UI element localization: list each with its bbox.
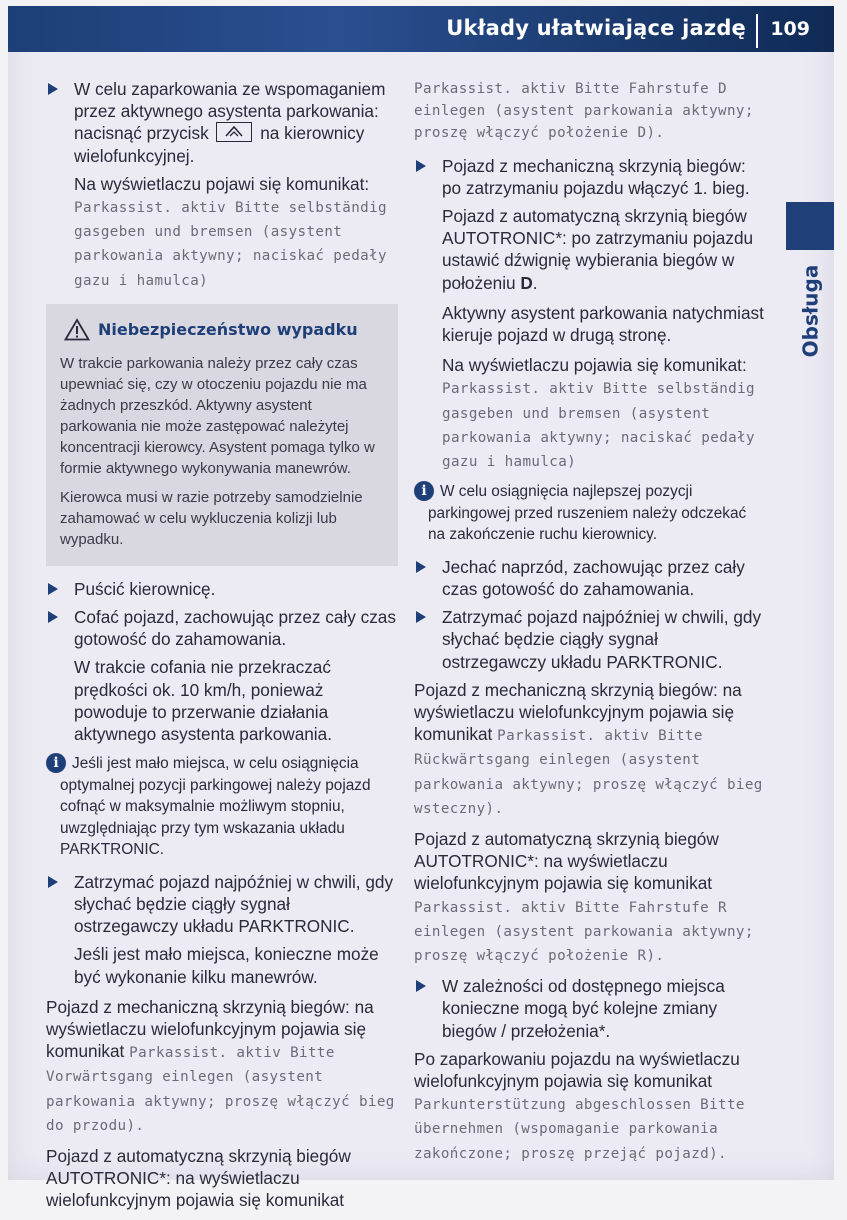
display-message: Parkassist. aktiv Bitte Fahrstufe D einlegen (asystent parkowania aktywny; proszę włączyć położenie D). xyxy=(414,81,754,142)
step-arrow-icon xyxy=(48,83,58,95)
step-stop xyxy=(414,606,766,673)
auto-gearbox-paragraph: Pojazd z automatyczną skrzynią biegów AUTOTRONIC*: na wyświetlaczu wielofunkcyjnym pojawia się komunikat xyxy=(46,1145,351,1211)
paragraph-text: Pojazd z mechaniczną skrzynią biegów: na wyświetlaczu wielofunkcyjnym pojawia się komunikat xyxy=(414,679,742,745)
step-text: Pojazd z mechaniczną skrzynią biegów: po zatrzymaniu pojazdu włączyć 1. bieg. xyxy=(442,155,750,198)
message-paragraph xyxy=(414,354,766,473)
step-arrow-icon xyxy=(416,980,426,992)
info-note xyxy=(46,753,398,861)
step-arrow-icon xyxy=(416,160,426,172)
step-text: Puścić kierownicę. xyxy=(74,578,216,599)
paragraph-text: Pojazd z mechaniczną skrzynią biegów: na wyświetlaczu wielofunkcyjnym pojawia się komunikat xyxy=(46,996,374,1062)
step-first-gear xyxy=(414,155,766,199)
message-intro: Na wyświetlaczu pojawi się komunikat: xyxy=(74,173,370,194)
step-note: Aktywny asystent parkowania natychmiast kieruje pojazd w drugą stronę. xyxy=(442,302,764,346)
warning-text-1: W trakcie parkowania należy przez cały czas upewniać się, czy w otoczeniu pojazdu nie ma żadnych przeszkód. Aktywny asystent parkowania nie może zastępować należytej koncentracji kierowcy. Asystent pomaga tylko w formie aktywnego wykonywania manewrów. xyxy=(60,354,375,477)
manual-gearbox-paragraph xyxy=(414,679,766,820)
warning-header xyxy=(64,318,388,341)
page-title: Układy ułatwiające jazdę xyxy=(446,16,746,40)
auto-gearbox-paragraph xyxy=(414,828,766,967)
step-text: Jechać naprzód, zachowując przez cały czas gotowość do zahamowania. xyxy=(442,556,745,599)
step-drive-forward xyxy=(414,556,766,600)
parking-button-icon xyxy=(216,122,252,142)
paragraph-text: Po zaparkowaniu pojazdu na wyświetlaczu wielofunkcyjnym pojawia się komunikat xyxy=(414,1048,740,1092)
step-note: Jeśli jest mało miejsca, konieczne może być wykonanie kilku manewrów. xyxy=(74,944,379,987)
manual-page xyxy=(8,6,834,1211)
step-release-wheel xyxy=(46,578,398,600)
chapter-label-wrap xyxy=(792,256,828,366)
step-note-auto: Pojazd z automatyczną skrzynią biegów AUTOTRONIC*: po zatrzymaniu pojazdu ustawić dźwignię wybierania biegów w położeniu D. xyxy=(442,206,754,293)
warning-title: Niebezpieczeństwo wypadku xyxy=(98,319,358,339)
left-column xyxy=(46,78,398,1220)
manual-gearbox-paragraph xyxy=(46,996,398,1137)
display-message: Parkassist. aktiv Bitte selbständig gasgeben und bremsen (asystent parkowania aktywny; naciskać pedały gazu i hamulca) xyxy=(74,200,387,289)
message-intro: Na wyświetlaczu pojawia się komunikat: xyxy=(442,355,747,376)
step-park-button xyxy=(46,78,398,167)
completion-paragraph xyxy=(414,1048,766,1165)
step-text: Zatrzymać pojazd najpóźniej w chwili, gdy słychać będzie ciągły sygnał ostrzegawczy układu PARKTRONIC. xyxy=(74,871,394,937)
right-column xyxy=(414,78,766,1173)
warning-triangle-icon xyxy=(64,318,90,341)
chapter-tab xyxy=(786,202,834,250)
step-gear-changes xyxy=(414,975,766,1042)
step-text: W zależności od dostępnego miejsca konieczne mogą być kolejne zmiany biegów / przełożenia*. xyxy=(442,976,725,1041)
step-text-after: na kierownicy wielofunkcyjnej. xyxy=(74,123,365,166)
message-paragraph xyxy=(46,173,398,292)
display-message: Parkassist. aktiv Bitte selbständig gasgeben und bremsen (asystent parkowania aktywny; naciskać pedały gazu i hamulca) xyxy=(442,381,755,471)
step-reverse xyxy=(46,606,398,650)
step-stop xyxy=(46,871,398,938)
step-arrow-icon xyxy=(416,561,426,573)
display-message: Parkassist. aktiv Bitte Fahrstufe R einlegen (asystent parkowania aktywny; proszę włączyć położenie R). xyxy=(414,899,754,964)
warning-text-2: Kierowca musi w razie potrzeby samodzielnie zahamować w celu wykluczenia kolizji lub wypadku. xyxy=(60,488,363,548)
display-message: Parkunterstützung abgeschlossen Bitte übernehmen (wspomaganie parkowania zakończone; proszę przejąć pojazd). xyxy=(414,1097,745,1162)
info-text: Jeśli jest mało miejsca, w celu osiągnięcia optymalnej pozycji parkingowej należy pojazd cofnąć w maksymalnie możliwym stopniu, uwzględniając przy tym wskazania układu PARKTRONIC. xyxy=(60,755,371,859)
chapter-label: Obsługa xyxy=(798,264,823,358)
info-icon: i xyxy=(414,481,434,501)
step-note: W trakcie cofania nie przekraczać prędkości ok. 10 km/h, ponieważ powoduje to przerwanie działania aktywnego asystenta parkowania. xyxy=(74,657,332,745)
step-text: W celu zaparkowania ze wspomaganiem przez aktywnego asystenta parkowania: nacisnąć przycisk xyxy=(74,79,386,144)
step-text: Cofać pojazd, zachowując przez cały czas gotowość do zahamowania. xyxy=(74,607,396,650)
display-message: Parkassist. aktiv Bitte Rückwärtsgang einlegen (asystent parkowania aktywny; proszę włączyć bieg wsteczny). xyxy=(414,728,763,817)
step-text: Zatrzymać pojazd najpóźniej w chwili, gdy słychać będzie ciągły sygnał ostrzegawczy układu PARKTRONIC. xyxy=(442,607,762,672)
info-text: W celu osiągnięcia najlepszej pozycji parkingowej przed ruszeniem należy odczekać na zakończenie ruchu kierownicy. xyxy=(428,483,747,544)
step-arrow-icon xyxy=(48,611,58,623)
step-arrow-icon xyxy=(416,611,426,623)
gear-position: D xyxy=(520,272,533,293)
step-note-text: Pojazd z automatyczną skrzynią biegów AUTOTRONIC*: po zatrzymaniu pojazdu ustawić dźwignię wybierania biegów w położeniu xyxy=(442,206,754,293)
display-message: Parkassist. aktiv Bitte Vorwärtsgang einlegen (asystent parkowania aktywny; proszę włączyć bieg do przodu). xyxy=(46,1045,395,1134)
warning-box xyxy=(46,304,398,566)
step-arrow-icon xyxy=(48,583,58,595)
header-separator xyxy=(756,14,758,48)
info-icon: i xyxy=(46,753,66,773)
step-arrow-icon xyxy=(48,876,58,888)
header-band xyxy=(8,6,834,52)
page-number: 109 xyxy=(770,18,810,40)
info-note xyxy=(414,481,766,546)
paragraph-text: Pojazd z automatyczną skrzynią biegów AUTOTRONIC*: na wyświetlaczu wielofunkcyjnym pojawia się komunikat xyxy=(414,828,719,894)
